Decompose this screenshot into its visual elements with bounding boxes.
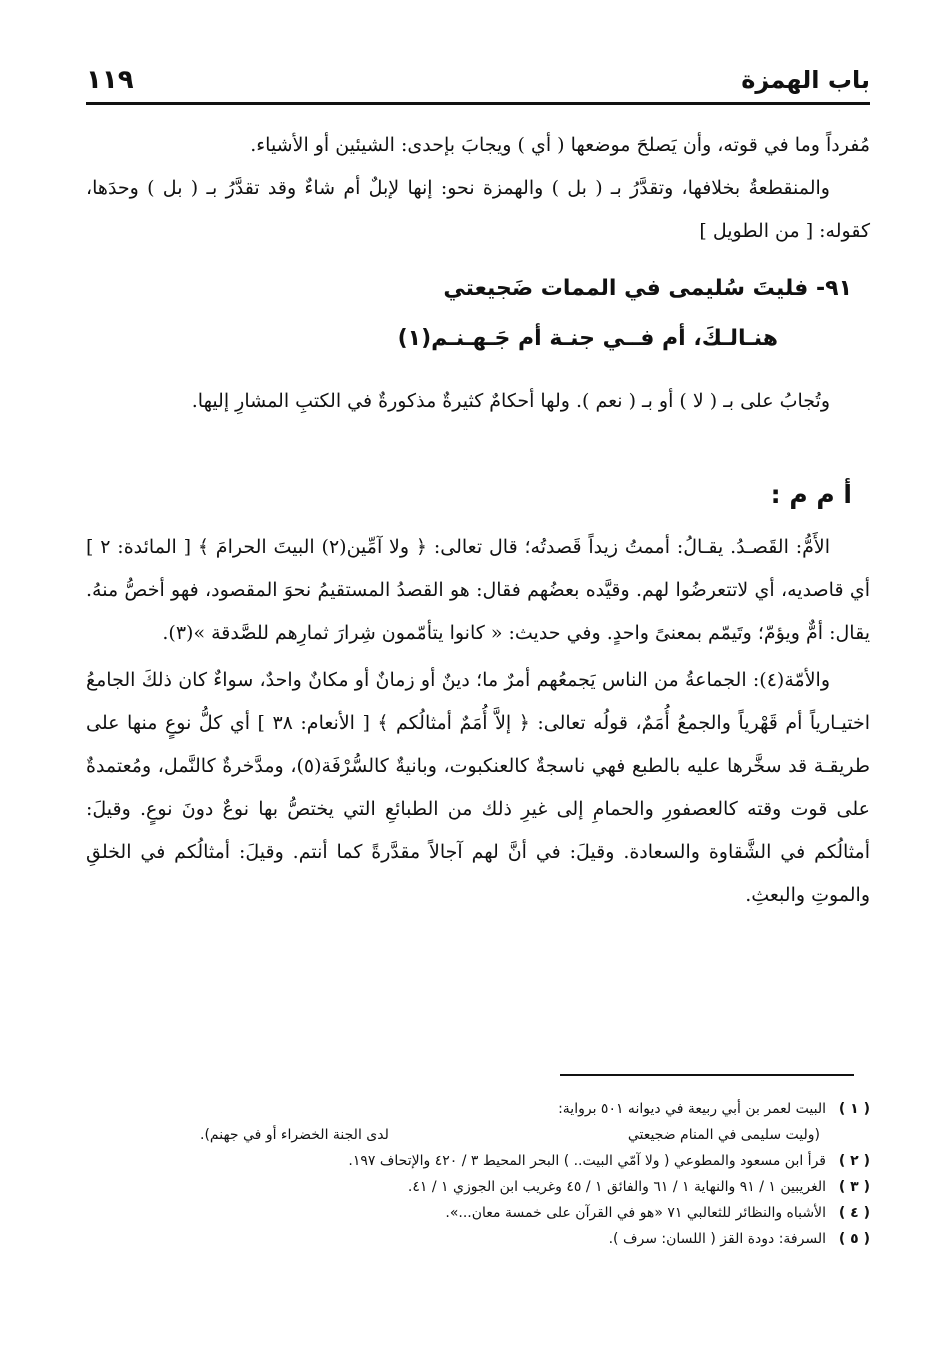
footnote-verse-hemistich: لدى الجنة الخضراء أو في جهنم). [200,1127,389,1143]
footnote-text: الأشباه والنظائر للثعالبي ٧١ «هو في القرآن على خمسة معان...». [445,1205,826,1221]
intro-text [86,124,870,253]
footnote-verse [160,1122,870,1148]
page-number: ١١٩ [86,65,134,95]
paragraph: والمنقطعةُ بخلافها، وتقدَّرُ بـ ( بل ) والهمزة نحو: إنها لإبلٌ أم شاءٌ وقد تقدَّرُ بـ ( بل ) وحدَها، كقوله: [ من الطويل ] [86,177,870,242]
paragraph: الأَمُّ: القَصـدُ. يقـالُ: أممتُ زيداً قَصدتُه؛ قال تعالى: ﴿ ولا آمِّين(٢) البيتَ الحرامَ ﴾ [ المائدة: ٢ ] أي قاصديه، أي لاتتعرضُوا لهم. وقيَّده بعضُهم فقال: هو القصدُ المستقيمُ نحوَ المقصود، فهو أخصُّ منهُ. يقال: أمٌّ ويؤمّ؛ وتَيمّم بمعنىً واحدٍ. وفي حديث: « كانوا يتأمّمون شِرارَ ثمارِهم للصَّدقة »(٣). [86,536,870,644]
paragraph: والأمّة(٤): الجماعةُ من الناس يَجمعُهم أمرٌ ما؛ دينٌ أو زمانٌ أو مكانٌ واحدٌ، سواءٌ كان ذلكَ الجامعُ اختيـارياً أم قَهْرياً والجمعُ أُمَمٌ، قولُه تعالى: ﴿ إلاَّ أُمَمٌ أمثالُكم ﴾ [ الأنعام: ٣٨ ] أي كلُّ نوعٍ منها على طريقـة قد سخَّرها عليه بالطبع فهي ناسجةٌ كالعنكبوت، وبانيةٌ كالسُّرْفَة(٥)، ومدَّخرةٌ كالنَّمل، ومُعتمدةٌ على قوت وقته كالعصفورِ والحمامِ إلى غيرِ ذلك من الطبائعِ التي يختصُّ بها نوعٌ دونَ نوعٍ. وقيلَ: أمثالُكم في الشَّقاوة والسعادة. وقيلَ: في أنَّ لهم آجالاً مقدَّرةً كما أنتم. وقيلَ: أمثالُكم في الخلقِ والموتِ والبعثِ. [86,669,870,906]
section-heading: أ م م : [770,480,852,509]
footnote-number: ( ٥ ) [838,1231,870,1247]
footnote-text: البيت لعمر بن أبي ربيعة في ديوانه ٥٠١ برواية: [558,1101,826,1117]
footnotes [160,1096,870,1252]
footnote [160,1200,870,1226]
footnote [160,1096,870,1122]
footnote-number: ( ١ ) [838,1101,870,1117]
footnote [160,1226,870,1252]
footnote-text: الغريبين ١ / ٩١ والنهاية ١ / ٦١ والفائق ١ / ٤٥ وغريب ابن الجوزي ١ / ٤١. [407,1179,826,1195]
paragraph: وتُجابُ على بـ ( لا ) أو بـ ( نعم ). ولها أحكامٌ كثيرةٌ مذكورةٌ في الكتبِ المشارِ إليها. [191,390,830,412]
entry-text [86,526,870,917]
footnote-text: السرفة: دودة القز ( اللسان: سرف ). [608,1231,826,1247]
footnote-verse-hemistich: (وليت سليمى في المنام ضجيعتي [627,1127,820,1143]
footnote-number: ( ٢ ) [838,1153,870,1169]
paragraph: مُفرداً وما في قوته، وأن يَصلحَ موضعها ( أي ) ويجابَ بإحدى: الشيئين أو الأشياء. [250,134,870,156]
footnote [160,1174,870,1200]
running-title: باب الهمزة [741,66,870,94]
footnote-separator [560,1074,854,1076]
footnote-number: ( ٣ ) [838,1179,870,1195]
verse-line-1: ٩١- فليتَ سُليمى في الممات ضَجيعتي [443,276,852,301]
footnote-number: ( ٤ ) [838,1205,870,1221]
post-verse-text [86,380,870,423]
verse-line-2: هنـالـكَ، أم فــي جنـة أم جَـهـنـم(١) [397,326,778,351]
footnote [160,1148,870,1174]
page-header [86,58,870,105]
footnote-text: قرأ ابن مسعود والمطوعي ( ولا آمّي البيت.. ) البحر المحيط ٣ / ٤٢٠ والإتحاف ١٩٧. [348,1153,826,1169]
